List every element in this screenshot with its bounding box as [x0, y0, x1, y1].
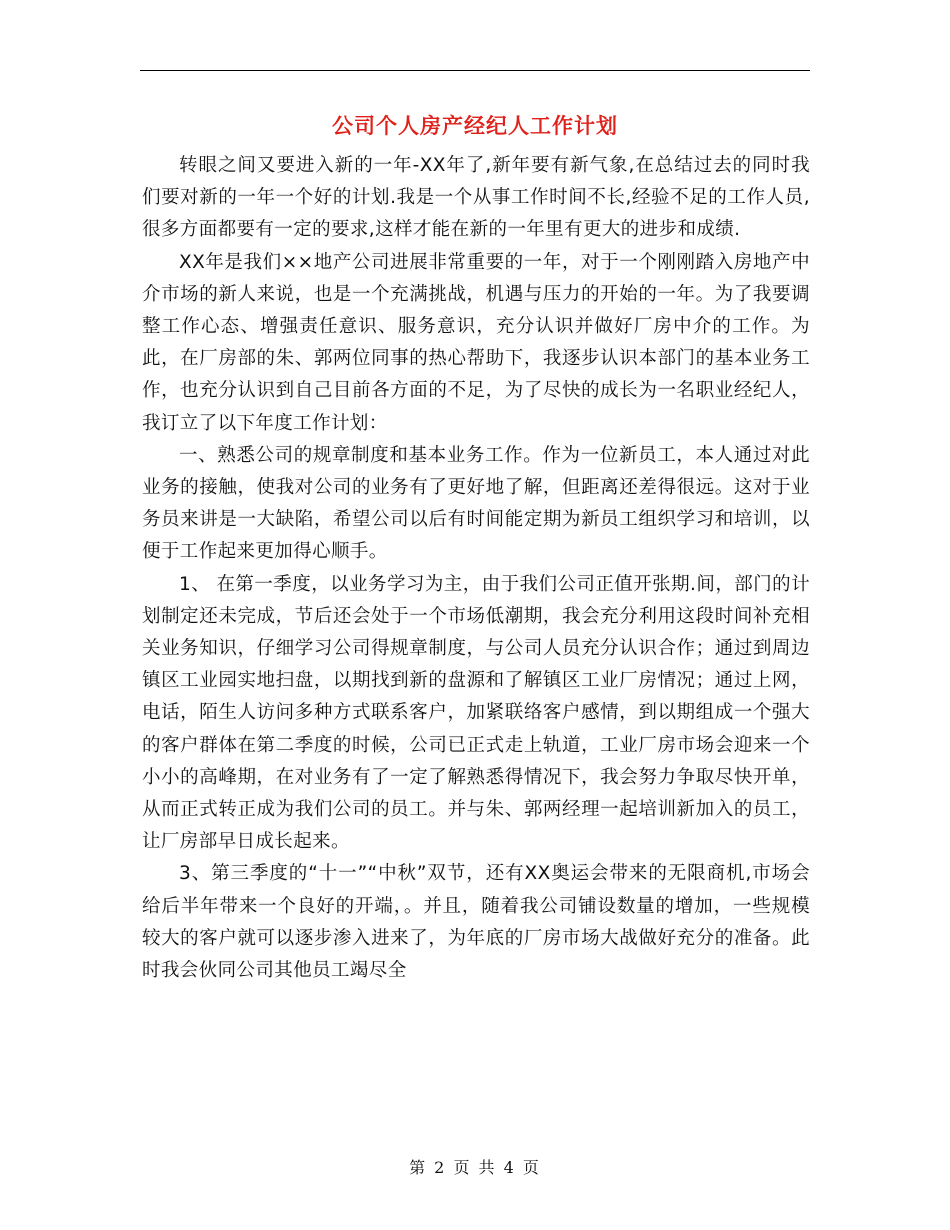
header-rule — [140, 70, 810, 71]
paragraph-intro: 转眼之间又要进入新的一年-XX年了,新年要有新气象,在总结过去的同时我们要对新的一年一个好的计划.我是一个从事工作时间不长,经验不足的工作人员,很多方面都要有一定的要求,这样才能在新的一年里有更大的进步和成绩. — [142, 155, 810, 241]
paragraph-overview: XX年是我们××地产公司进展非常重要的一年，对于一个刚刚踏入房地产中介市场的新人来说，也是一个充满挑战，机遇与压力的开始的一年。为了我要调整工作心态、增强责任意识、服务意识，充分认识并做好厂房中介的工作。为此，在厂房部的朱、郭两位同事的热心帮助下，我逐步认识本部门的基本业务工作，也充分认识到自己目前各方面的不足，为了尽快的成长为一名职业经纪人，我订立了以下年度工作计划： — [142, 251, 810, 434]
document-body — [142, 150, 810, 987]
page-footer: 第 2 页 共 4 页 — [409, 1158, 541, 1177]
paragraph-third-quarter: 3、第三季度的“十一”“中秋”双节，还有XX奥运会带来的无限商机,市场会给后半年带来一个良好的开端，。并且，随着我公司铺设数量的增加，一些规模较大的客户就可以逐步渗入进来了，为年底的厂房市场大战做好充分的准备。此时我会伙同公司其他员工竭尽全 — [142, 863, 810, 982]
paragraph-first-quarter: 1、 在第一季度，以业务学习为主，由于我们公司正值开张期.间，部门的计划制定还未完成，节后还会处于一个市场低潮期，我会充分利用这段时间补充相关业务知识，仔细学习公司得规章制度，与公司人员充分认识合作；通过到周边镇区工业园实地扫盘，以期找到新的盘源和了解镇区工业厂房情况；通过上网，电话，陌生人访问多种方式联系客户，加紧联络客户感情，到以期组成一个强大的客户群体在第二季度的时候，公司已正式走上轨道，工业厂房市场会迎来一个小小的高峰期，在对业务有了一定了解熟悉得情况下，我会努力争取尽快开单，从而正式转正成为我们公司的员工。并与朱、郭两经理一起培训新加入的员工，让厂房部早日成长起来。 — [142, 573, 810, 853]
paragraph-section-one: 一、熟悉公司的规章制度和基本业务工作。作为一位新员工，本人通过对此业务的接触，使我对公司的业务有了更好地了解，但距离还差得很远。这对于业务员来讲是一大缺陷，希望公司以后有时间能定期为新员工组织学习和培训，以便于工作起来更加得心顺手。 — [142, 444, 810, 563]
document-title: 公司个人房产经纪人工作计划 — [332, 114, 618, 138]
